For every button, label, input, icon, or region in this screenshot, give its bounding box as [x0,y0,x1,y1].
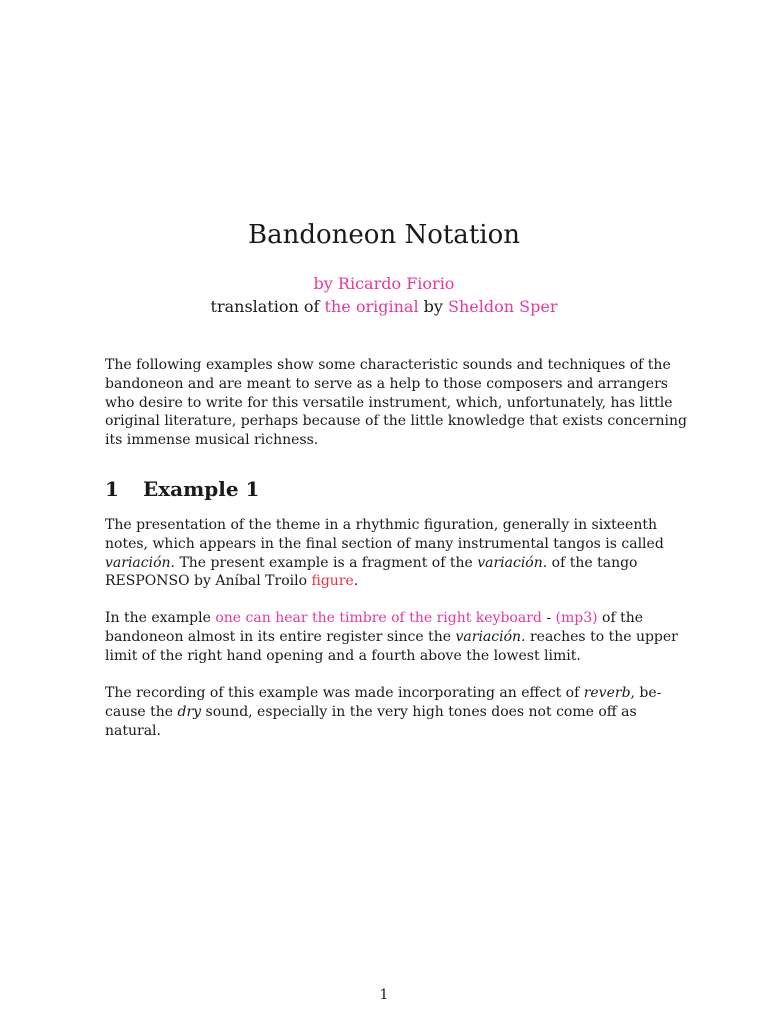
intro-paragraph [105,356,687,450]
emphasis-reverb: reverb [583,685,631,701]
original-link[interactable]: the original [324,297,419,316]
text-span: . [353,573,359,590]
translation-line [0,295,768,318]
paragraph-line: The presentation of the theme in a rhythmic figuration, generally in sixteenth [105,517,657,533]
paragraph-line [105,572,626,591]
paragraph-presentation [105,516,664,591]
text-span: sound, especially in the very high tones does not come off as [205,703,637,720]
intro-line: bandoneon and are meant to serve as a help to those composers and arrangers [105,375,668,392]
text-span: - [546,610,552,626]
paragraph-line [105,684,662,703]
text-span: reaches to the upper [529,628,678,645]
intro-line: The following examples show some characteristic sounds and techniques of the [105,357,671,373]
paragraph-line: natural. [105,722,161,739]
intro-line: its immense musical richness. [105,432,319,448]
section-title: Example 1 [143,477,260,501]
paragraph-line: notes, which appears in the final section of many instrumental tangos is called [105,535,664,552]
text-span: bandoneon almost in its entire register since the [105,628,452,645]
text-span: of the [602,610,644,626]
section-heading [105,475,259,503]
emphasis-variacion: variación. [477,554,548,571]
section-number: 1 [105,477,119,501]
paragraph-line [105,609,644,628]
text-span: In the example [105,610,211,626]
text-span: RESPONSO by Aníbal Troilo [105,573,308,590]
right-keyboard-link[interactable]: one can hear the timbre of the right keyboard [215,610,542,626]
intro-line: original literature, perhaps because of the little knowledge that exists concerning [105,413,687,430]
paragraph-line [105,703,637,722]
translator-link[interactable]: Sheldon Sper [448,297,558,316]
by-word: by [423,297,443,316]
byline [0,272,768,318]
text-span: The present example is a fragment of the [179,554,473,571]
emphasis-variacion: variación. [455,628,526,645]
paragraph-line: limit of the right hand opening and a fourth above the lowest limit. [105,647,581,664]
paragraph-example [105,609,678,665]
paragraph-line [105,554,638,573]
author-line [0,272,768,295]
mp3-link[interactable]: (mp3) [555,610,598,626]
text-span: cause the [105,703,174,720]
figure-link[interactable]: figure [311,573,354,590]
emphasis-variacion: variación. [105,554,175,571]
text-span: , be- [630,685,662,701]
paragraph-line [105,628,678,647]
document-title: Bandoneon Notation [248,220,520,250]
text-span: The recording of this example was made incorporating an effect of [105,685,580,701]
text-span: of the tango [551,554,638,571]
paragraph-recording [105,684,662,740]
intro-line: who desire to write for this versatile instrument, which, unfortunately, has little [105,394,673,411]
emphasis-dry: dry [177,703,202,720]
translation-prefix: translation of [210,297,320,316]
author-link[interactable]: by Ricardo Fiorio [313,274,455,293]
page-number: 1 [379,987,389,1003]
